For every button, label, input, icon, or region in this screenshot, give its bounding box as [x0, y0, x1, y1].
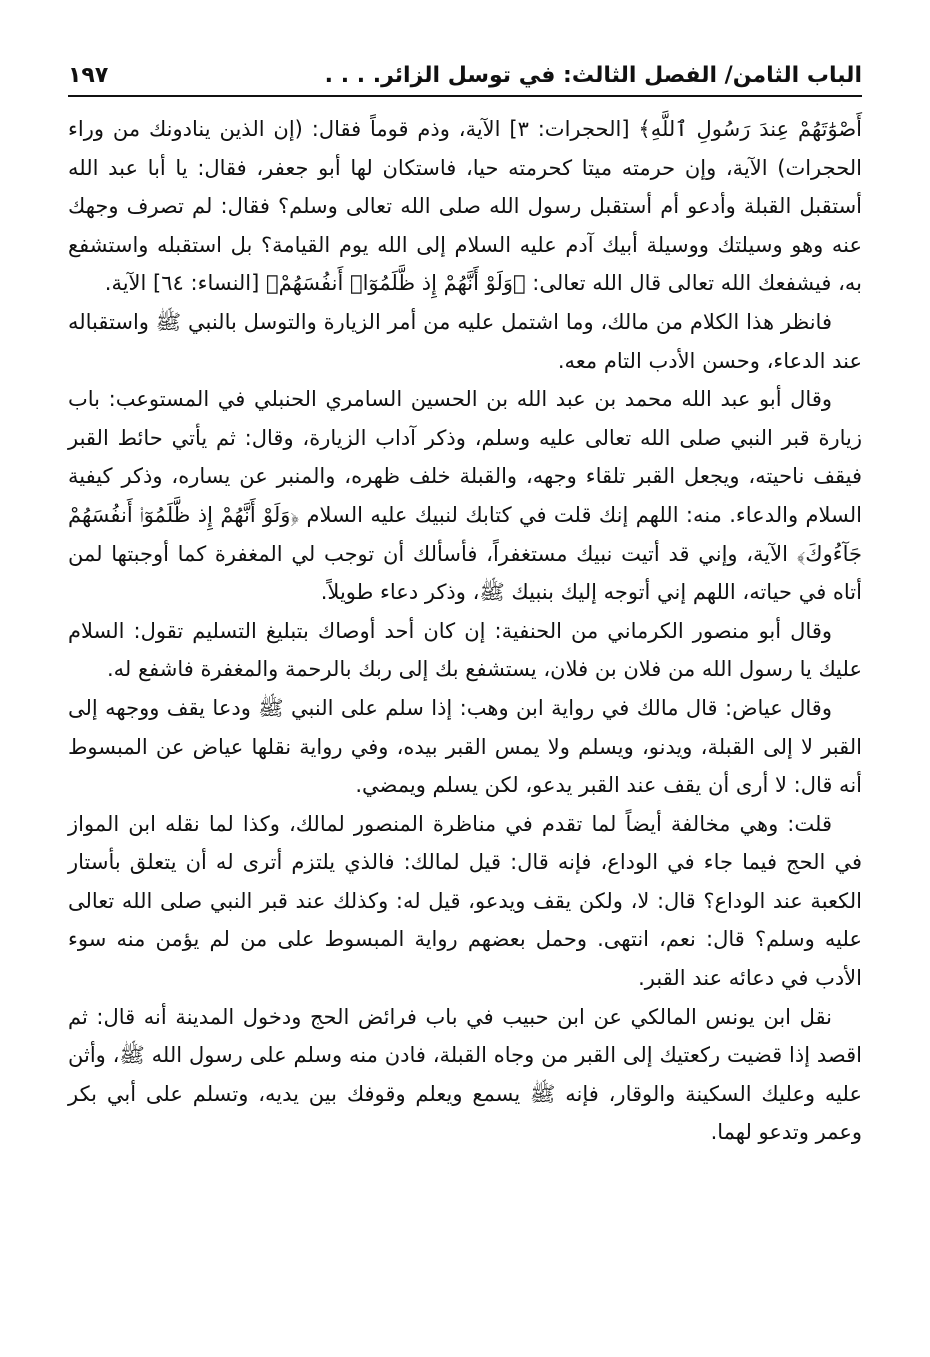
page-number: ١٩٧	[68, 63, 109, 88]
body-text	[68, 110, 862, 1152]
chapter-title: الباب الثامن/ الفصل الثالث: في توسل الزائر. . . .	[324, 63, 862, 88]
paragraph-5: وقال عياض: قال مالك في رواية ابن وهب: إذا سلم على النبي ﷺ ودعا يقف ووجهه إلى القبر لا إلى القبلة، ويدنو، ويسلم ولا يمس القبر بيده، وفي رواية نقلها عياض عن المبسوط أنه قال: لا أرى أن يقف عند القبر يدعو، لكن يسلم ويمضي.	[68, 695, 862, 798]
paragraph-3: وقال أبو عبد الله محمد بن عبد الله بن الحسين السامري الحنبلي في المستوعب: باب زيارة قبر النبي صلى الله تعالى عليه وسلم، وذكر آداب الزيارة، وقال: ثم يأتي حائط القبر فيقف ناحيته، ويجعل القبر تلقاء وجهه، والقبلة خلف ظهره، والمنبر عن يساره، وذكر كيفية السلام والدعاء. منه: اللهم إنك قلت في كتابك لنبيك عليه السلام ﴿وَلَوْ أَنَّهُمْ إِذ ظَّلَمُوٓا۟ أَنفُسَهُمْ جَآءُوكَ﴾ الآية، وإني قد أتيت نبيك مستغفراً، فأسألك أن توجب لي المغفرة كما أوجبتها لمن أتاه في حياته، اللهم إني أتوجه إليك بنبيك ﷺ، وذكر دعاء طويلاً.	[68, 387, 862, 605]
running-header	[68, 58, 862, 94]
paragraph-1: أَصْوَٰتَهُمْ عِندَ رَسُولِ ٱللَّهِ﴾ [الحجرات: ٣] الآية، وذم قوماً فقال: (إن الذين ينادونك من وراء الحجرات) الآية، وإن حرمته ميتا كحرمته حيا، فاستكان لها أبو جعفر، فقال: يا أبا عبد الله أستقبل القبلة وأدعو أم أستقبل رسول الله صلى الله تعالى وسلم؟ فقال: لم تصرف وجهك عنه وهو وسيلتك ووسيلة أبيك آدم عليه السلام إلى الله يوم القيامة؟ بل استقبله واستشفع به، فيشفعك الله تعالى قال الله تعالى: ﴿وَلَوْ أَنَّهُمْ إِذ ظَّلَمُوٓا۟ أَنفُسَهُمْ﴾ [النساء: ٦٤] الآية.	[68, 117, 862, 296]
paragraph-7: نقل ابن يونس المالكي عن ابن حبيب في باب فرائض الحج ودخول المدينة أنه قال: ثم اقصد إذا قضيت ركعتيك إلى القبر من وجاه القبلة، فادن منه وسلم على رسول الله ﷺ، وأثن عليه وعليك السكينة والوقار، فإنه ﷺ يسمع ويعلم وقوفك بين يديه، وتسلم على أبي بكر وعمر وتدعو لهما.	[68, 1004, 862, 1145]
paragraph-2: فانظر هذا الكلام من مالك، وما اشتمل عليه من أمر الزيارة والتوسل بالنبي ﷺ واستقباله عند الدعاء، وحسن الأدب التام معه.	[68, 309, 862, 373]
header-divider	[68, 95, 862, 97]
paragraph-6: قلت: وهي مخالفة أيضاً لما تقدم في مناظرة المنصور لمالك، وكذا لما نقله ابن المواز في الحج فيما جاء في الوداع، فإنه قال: قيل لمالك: فالذي يلتزم أترى له أن يتعلق بأستار الكعبة عند الوداع؟ قال: لا، ولكن يقف ويدعو، قيل له: وكذلك عند قبر النبي صلى الله تعالى عليه وسلم؟ قال: نعم، انتهى. وحمل بعضهم رواية المبسوط على من لم يؤمن منه سوء الأدب في دعائه عند القبر.	[68, 811, 862, 991]
paragraph-4: وقال أبو منصور الكرماني من الحنفية: إن كان أحد أوصاك بتبليغ التسليم تقول: السلام عليك يا رسول الله من فلان بن فلان، يستشفع بك إلى ربك بالرحمة والمغفرة فاشفع له.	[68, 618, 862, 682]
